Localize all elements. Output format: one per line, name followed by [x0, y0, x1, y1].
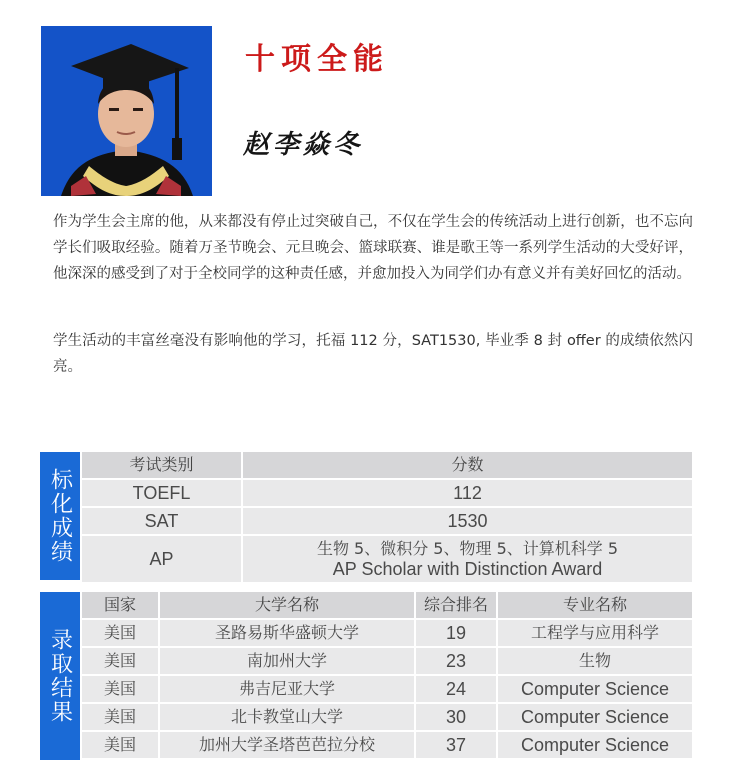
university-cell: 加州大学圣塔芭芭拉分校 [160, 732, 414, 758]
bio-paragraph: 作为学生会主席的他，从来都没有停止过突破自己，不仅在学生会的传统活动上进行创新，也不忘向学长们吸取经验。随着万圣节晚会、元旦晚会、篮球联赛、谁是歌王等一系列学生活动的大受好评，他深深的感受到了对于全校同学的这种责任感，并愈加投入为同学们办有意义并有美好回忆的活动。 [53, 214, 693, 282]
country-cell: 美国 [82, 648, 158, 674]
university-cell: 圣路易斯华盛顿大学 [160, 620, 414, 646]
rank-cell: 24 [416, 676, 496, 702]
ap-subject-scores: 生物 5、微积分 5、物理 5、计算机科学 5 [316, 539, 619, 558]
exam-cell: TOEFL [82, 480, 241, 506]
country-cell: 美国 [82, 676, 158, 702]
major-cell: Computer Science [498, 704, 692, 730]
major-cell: 工程学与应用科学 [498, 620, 692, 646]
header-major: 专业名称 [498, 592, 692, 618]
major-cell: 生物 [498, 648, 692, 674]
header-rank: 综合排名 [416, 592, 496, 618]
country-cell: 美国 [82, 620, 158, 646]
country-cell: 美国 [82, 732, 158, 758]
major-cell: Computer Science [498, 732, 692, 758]
score-cell: 112 [243, 480, 692, 506]
university-cell: 弗吉尼亚大学 [160, 676, 414, 702]
header-country: 国家 [82, 592, 158, 618]
country-cell: 美国 [82, 704, 158, 730]
header-exam-type: 考试类别 [82, 452, 241, 478]
admission-results-label: 录取结果 [40, 592, 80, 760]
rank-cell: 19 [416, 620, 496, 646]
exam-cell: SAT [82, 508, 241, 534]
page-title: 十项全能 [245, 42, 389, 77]
standardized-scores-table [82, 452, 692, 582]
rank-cell: 30 [416, 704, 496, 730]
admission-results-table [82, 592, 692, 758]
rank-cell: 37 [416, 732, 496, 758]
header-university: 大学名称 [160, 592, 414, 618]
graduate-photo-illustration [41, 26, 212, 196]
major-cell: Computer Science [498, 676, 692, 702]
standardized-scores-label: 标化成绩 [40, 452, 80, 580]
academic-paragraph: 学生活动的丰富丝毫没有影响他的学习，托福 112 分，SAT1530, 毕业季 8 封 offer 的成绩依然闪亮。 [53, 333, 693, 375]
score-cell: 1530 [243, 508, 692, 534]
student-portrait [41, 26, 212, 196]
header-score: 分数 [243, 452, 692, 478]
student-name: 赵李焱冬 [243, 130, 364, 160]
rank-cell: 23 [416, 648, 496, 674]
exam-cell: AP [82, 536, 241, 582]
ap-score-cell [243, 536, 692, 582]
university-cell: 南加州大学 [160, 648, 414, 674]
ap-award: AP Scholar with Distinction Award [332, 559, 603, 579]
university-cell: 北卡教堂山大学 [160, 704, 414, 730]
